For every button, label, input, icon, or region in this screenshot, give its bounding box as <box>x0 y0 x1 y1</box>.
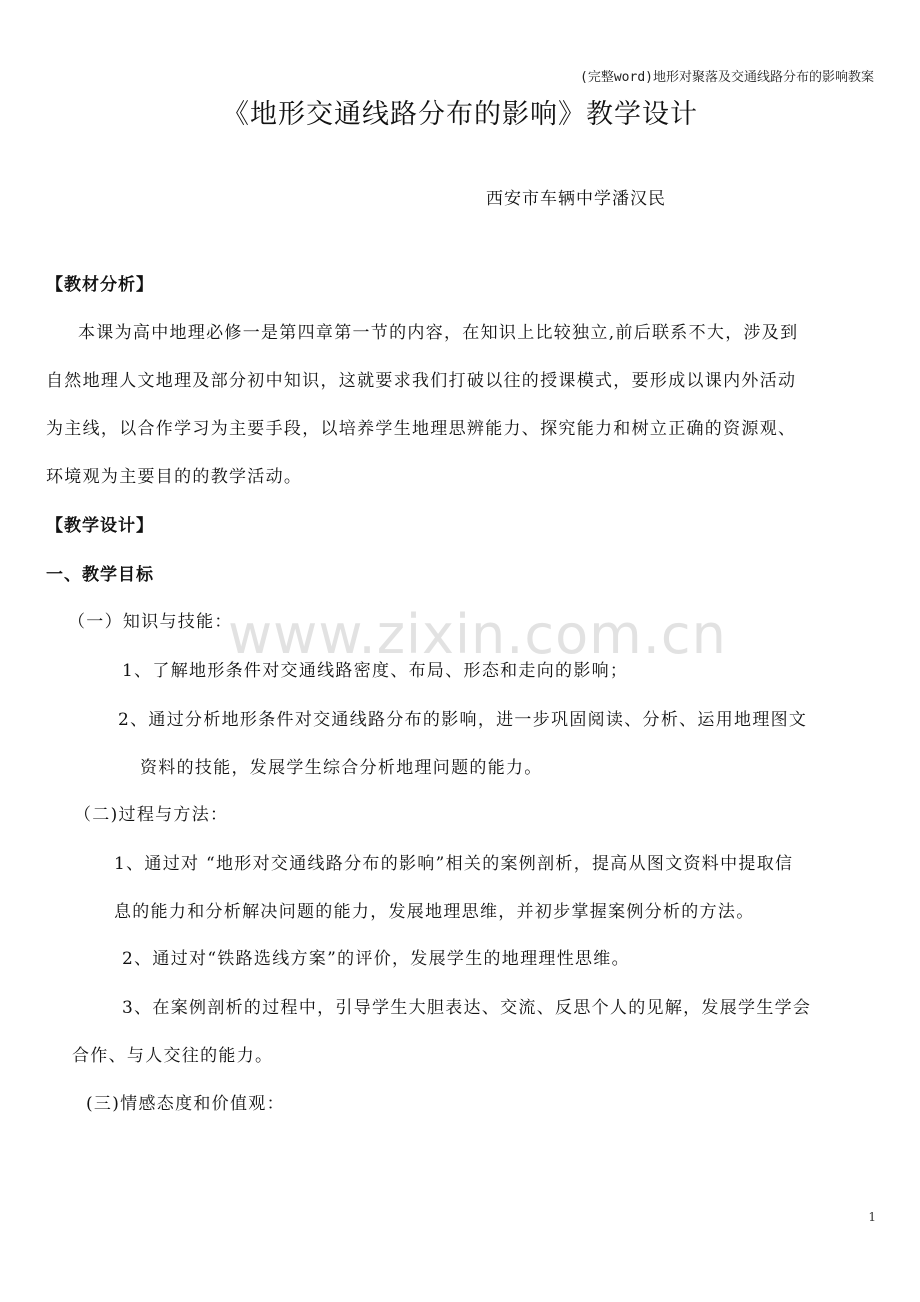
process-item-3-cont: 合作、与人交往的能力。 <box>72 1046 274 1066</box>
process-item-1-cont: 息的能力和分析解决问题的能力，发展地理思维，并初步掌握案例分析的方法。 <box>114 902 755 922</box>
analysis-line-2: 自然地理人文地理及部分初中知识，这就要求我们打破以往的授课模式，要形成以课内外活动 <box>46 371 797 391</box>
emotion-heading: (三)情感态度和价值观： <box>86 1094 285 1114</box>
watermark-text: www.zixin.com.cn <box>228 603 727 666</box>
process-item-2: 2、通过对“铁路选线方案”的评价，发展学生的地理理性思维。 <box>122 949 630 969</box>
design-heading: 【教学设计】 <box>46 516 154 536</box>
process-item-3: 3、在案例剖析的过程中，引导学生大胆表达、交流、反思个人的见解，发展学生学会 <box>122 998 812 1018</box>
goal-heading: 一、教学目标 <box>46 565 154 585</box>
knowledge-item-1: 1、了解地形条件对交通线路密度、布局、形态和走向的影响； <box>122 661 629 681</box>
knowledge-heading: （一）知识与技能： <box>68 612 233 632</box>
header-note: (完整word)地形对聚落及交通线路分布的影响教案 <box>580 70 874 85</box>
page-number: 1 <box>868 1210 876 1224</box>
analysis-line-1: 本课为高中地理必修一是第四章第一节的内容，在知识上比较独立,前后联系不大，涉及到 <box>78 323 799 343</box>
analysis-line-3: 为主线，以合作学习为主要手段，以培养学生地理思辨能力、探究能力和树立正确的资源观、 <box>46 419 797 439</box>
knowledge-item-2: 2、通过分析地形条件对交通线路分布的影响，进一步巩固阅读、分析、运用地理图文 <box>118 710 808 730</box>
analysis-line-4: 环境观为主要目的的教学活动。 <box>46 467 303 487</box>
document-title: 《地形交通线路分布的影响》教学设计 <box>222 99 698 130</box>
analysis-heading: 【教材分析】 <box>46 275 154 295</box>
knowledge-item-2-cont: 资料的技能，发展学生综合分析地理问题的能力。 <box>140 758 543 778</box>
process-heading: （二)过程与方法： <box>74 805 229 825</box>
process-item-1: 1、通过对 “地形对交通线路分布的影响”相关的案例剖析，提高从图文资料中提取信 <box>114 854 794 874</box>
author-line: 西安市车辆中学潘汉民 <box>486 189 666 209</box>
